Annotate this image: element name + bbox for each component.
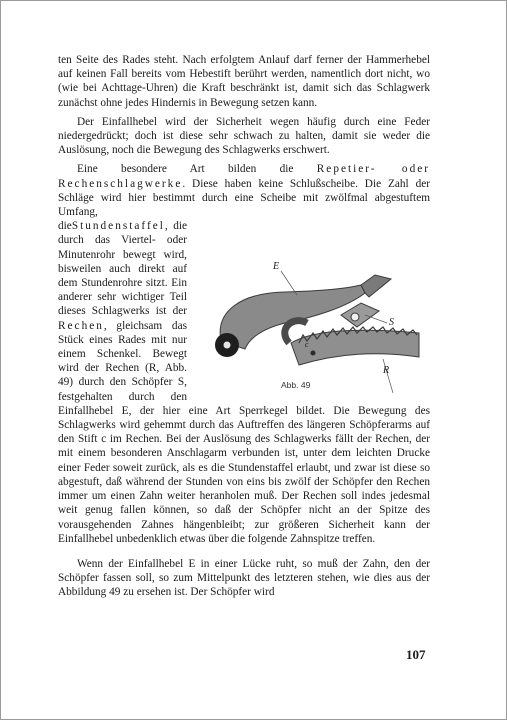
repetier-lead: Eine besondere Art bilden die [77, 163, 294, 176]
label-r: R [383, 365, 390, 377]
schoepfer-shape [341, 303, 379, 327]
repeater-striking-mechanism-illustration [193, 219, 430, 394]
term-stundenstaffel: Stundenstaffel [71, 220, 165, 233]
label-e: E [273, 261, 280, 273]
body-text [58, 53, 430, 600]
einfallhebel-tip [361, 275, 391, 297]
figure-abb-49 [193, 219, 430, 394]
einfallhebel-paragraph: Der Einfallhebel wird der Sicherheit wegen häufig durch eine Feder niedergedrückt; doch ist diese sehr schwach zu halten, damit sie weder die Auslösung, noch die Bewegung des Schlagwerks erschwert. [58, 115, 430, 157]
repetier-text-2: , die durch das Viertel- oder Minutenrohr bewegt wird, bisweilen auch direkt auf dem Stundenrohre sitzt. Ein anderer sehr wichtiger Teil dieses Schlagwerks ist der [58, 220, 187, 318]
closing-paragraph: Wenn der Einfallhebel E in einer Lücke ruht, so muß der Zahn, den der Schöpfer fassen soll, so zum Mittelpunkt des letzteren stehen, wie dies aus der Abbildung 49 zu ersehen ist. Der Schöpfer wird [58, 557, 430, 599]
stift-c [311, 351, 316, 356]
rechen-shape [291, 330, 419, 365]
repetier-text-1: . Diese haben keine Schlußscheibe. Die Zahl der Schläge wird hier bestimmt durch eine Scheibe mit zwölfmal abgestuftem Umfang, die [58, 177, 430, 233]
repetier-paragraph [58, 162, 430, 545]
term-repetierschlagwerke: Repetier- oder Rechenschlagwerke [58, 163, 430, 190]
repetier-text-3: , gleichsam das Stück eines Rades mit nur einem Schenkel. Bewegt wird der Rechen (R, Abb. 49) durch den Schöpfer S, festgehalten durch den Einfallhebel E, der hier eine Art Sperrkegel bildet. Die Bewegung des Schlagwerks wird gehemmt durch das Auftreffen des längeren Schöpferarms auf den Stift c im Rechen. Bei der Auslösung des Schlagwerks fällt der Rechen, der mit einem besonderen Anschlagarm verbunden ist, unter dem leichten Drucke einer Feder soweit zurück, als es die Stundenstaffel erlaubt, und zwar ist diese so abgestuft, daß während der Stunden von eins bis zwölf der Schöpfer den Rechen immer um einen Zahn weiter heranholen muß. Der Rechen soll indes jedesmal weit genug fallen können, so daß der Schöpfer nicht an der Spitze des vorausgehenden Zahnes hängenbleibt; zur größeren Sicherheit kann der Einfallhebel unbedenklich etwas über die folgende Zahnspitze treffen. [58, 319, 430, 545]
term-rechen: Rechen [58, 319, 104, 332]
page-number: 107 [406, 647, 426, 662]
schoepfer-center [351, 313, 359, 321]
intro-paragraph: ten Seite des Rades steht. Nach erfolgtem Anlauf darf ferner der Hammerhebel auf keinen Fall bereits vom Hebestift berührt werden, namentlich dort nicht, wo (wie bei Achttage-Uhren) die Kraft beschränkt ist, damit sich das Schlagwerk zunächst ohne jedes Hindernis in Bewegung setzen kann. [58, 54, 430, 109]
pivot-e-pin [224, 342, 231, 349]
label-s: S [389, 317, 394, 329]
label-c: c [305, 340, 309, 350]
figure-caption: Abb. 49 [281, 380, 311, 391]
